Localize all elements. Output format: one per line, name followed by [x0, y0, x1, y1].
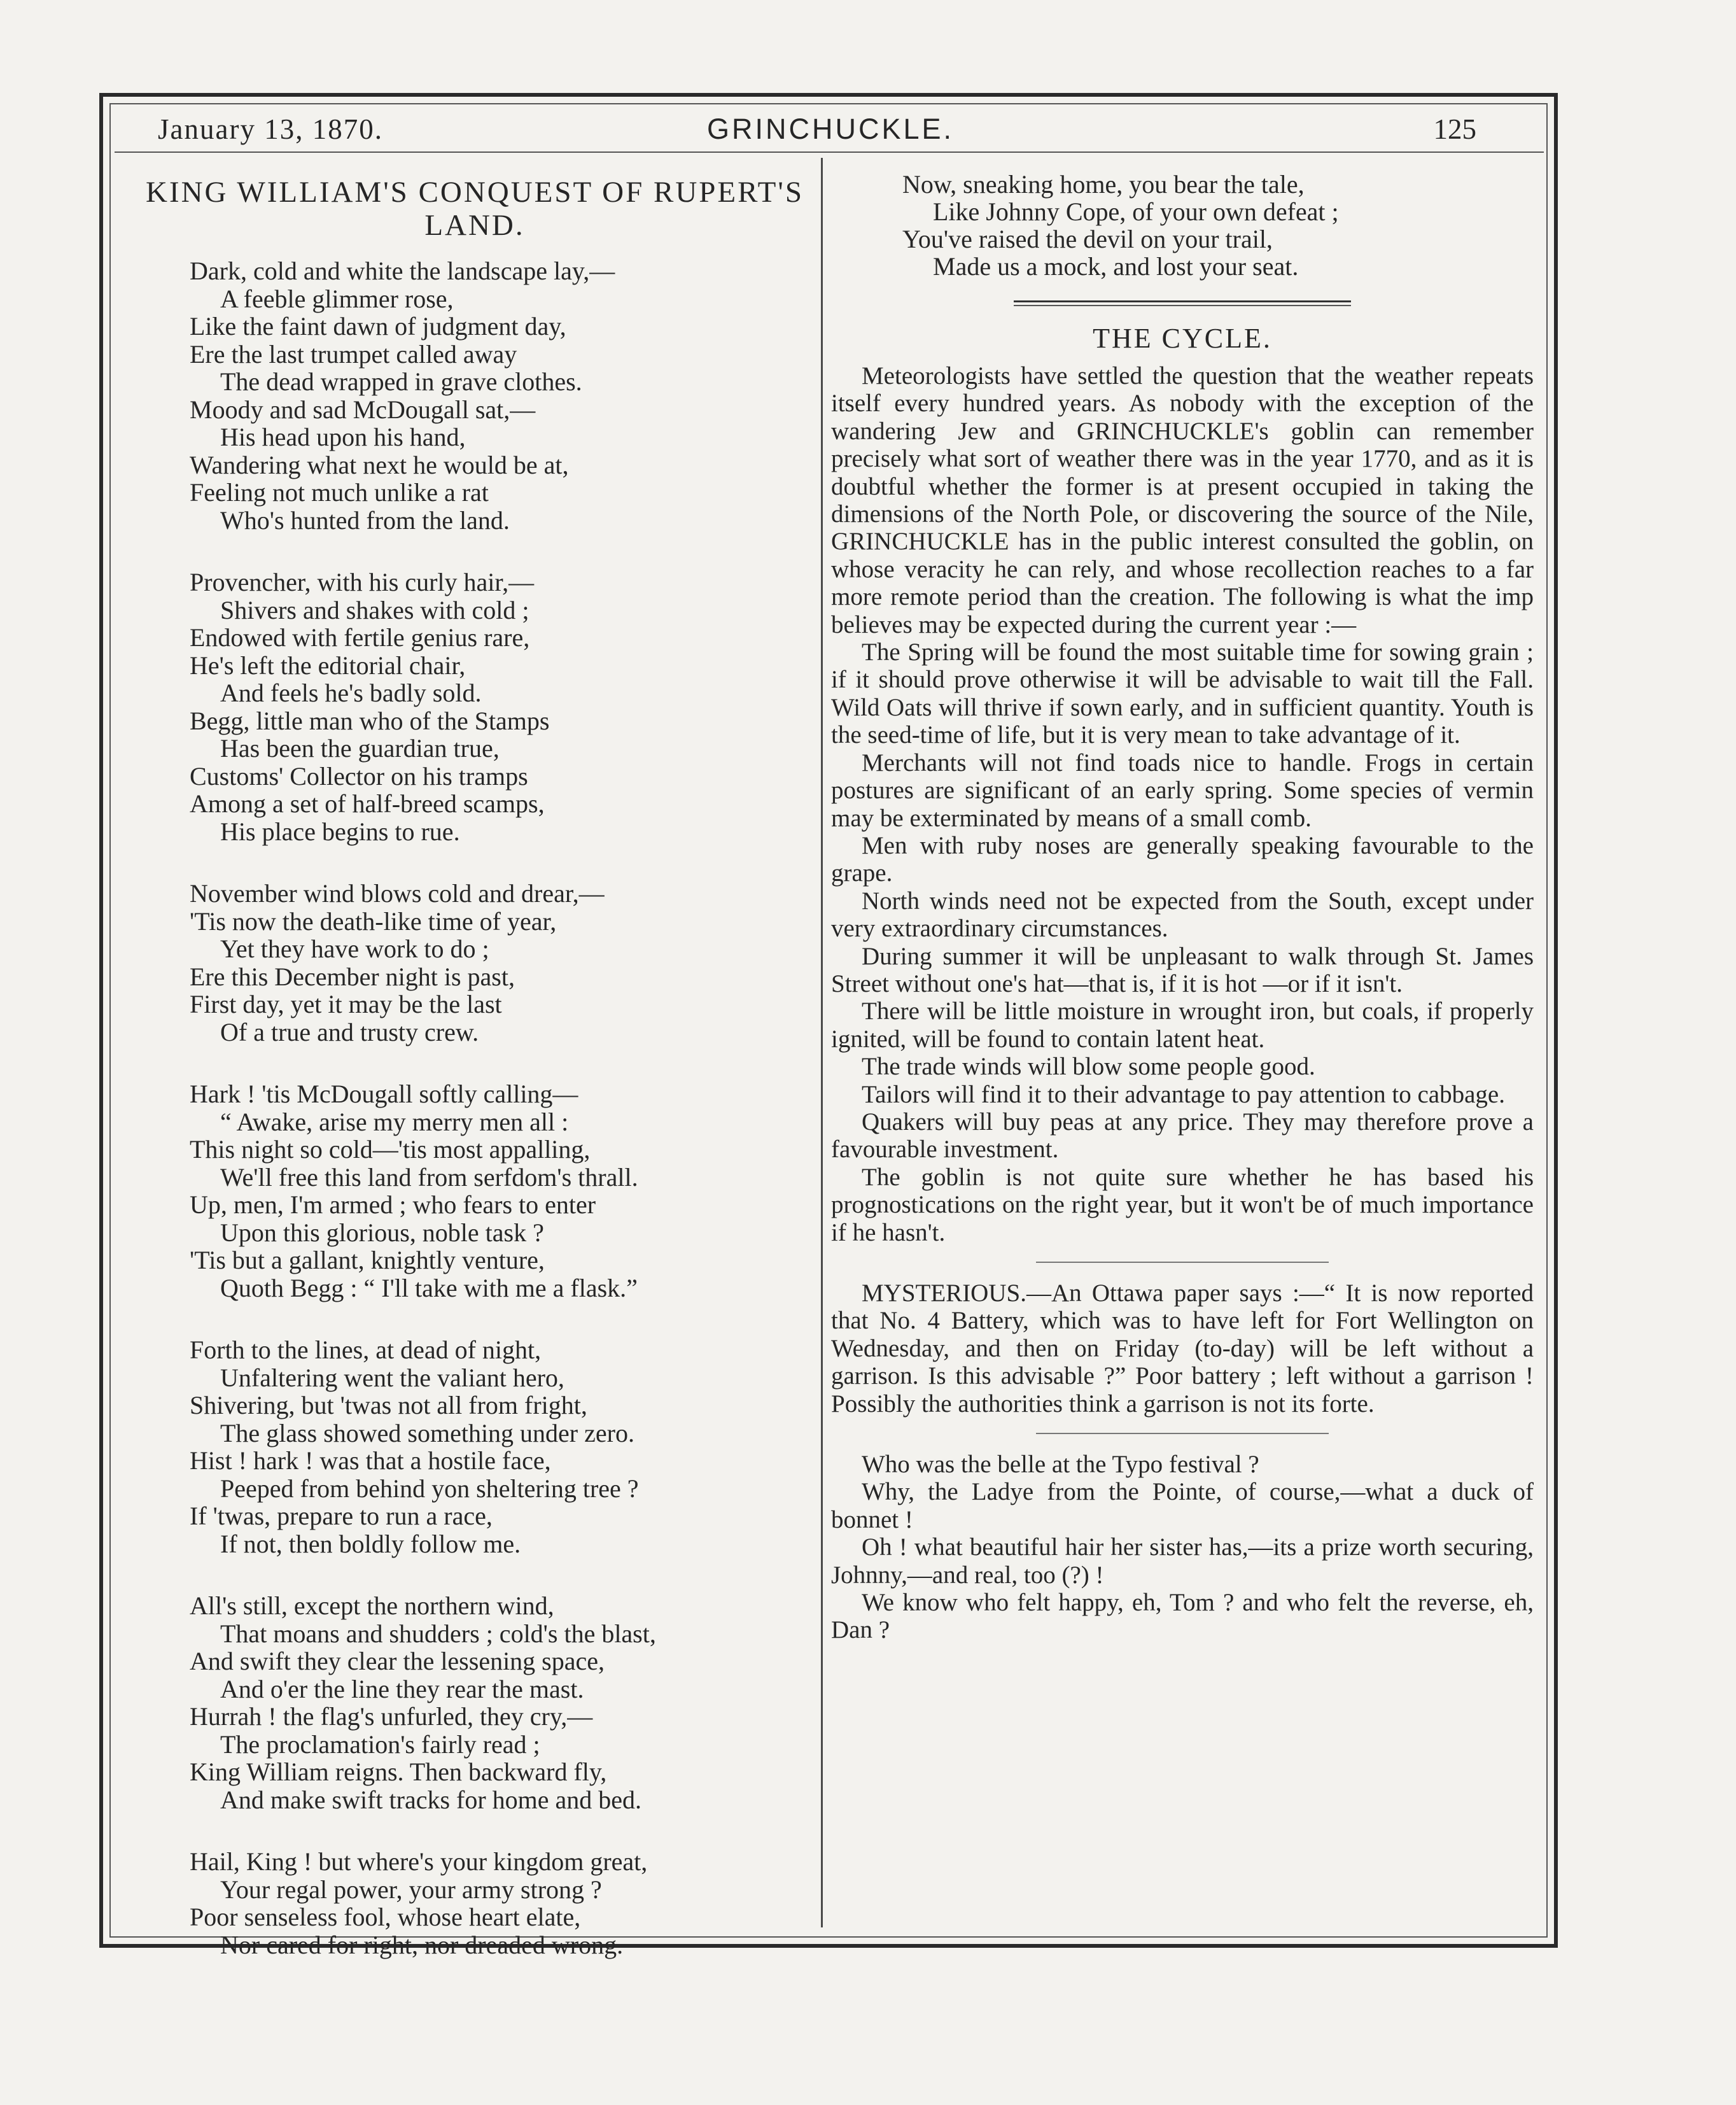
poem-line: Yet they have work to do ; — [220, 934, 489, 963]
poem-line: Hark ! 'tis McDougall softly calling— — [190, 1080, 578, 1108]
poem-line: That moans and shudders ; cold's the blast, — [220, 1619, 656, 1648]
poem-line: Among a set of half-breed scamps, — [190, 789, 545, 818]
poem-stanza — [190, 1336, 815, 1558]
poem-line: Hail, King ! but where's your kingdom great, — [190, 1847, 648, 1876]
poem-line: If 'twas, prepare to run a race, — [190, 1502, 493, 1530]
page-header — [121, 108, 1540, 150]
cycle-title: THE CYCLE. — [1093, 323, 1272, 354]
cycle-paragraph: Quakers will buy peas at any price. They may therefore prove a favourable investment. — [831, 1108, 1534, 1164]
cycle-paragraph: Meteorologists have settled the question that the weather repeats itself every hundred years. As nobody with the exception of the wandering Jew and GRINCHUCKLE's goblin can remember precisely what sort of weather there was in the year 1770, and as it is doubtful whether the former is at present occupied in taking the dimensions of the North Pole, or discovering the source of the Nile, GRINCHUCKLE has in the public interest consulted the goblin, on whose veracity he can rely, and whose recollection reaches to a far more remote period than the creation. The following is what the imp believes may be expected during the current year :— — [831, 362, 1534, 638]
poem-line: His head upon his hand, — [220, 423, 466, 451]
poem-stanzas — [135, 257, 815, 1959]
poem-line: Who's hunted from the land. — [220, 505, 510, 535]
poem-line: If not, then boldly follow me. — [220, 1529, 521, 1558]
cycle-paragraph: The trade winds will blow some people good. — [862, 1053, 1315, 1081]
poem-line: He's left the editorial chair, — [190, 651, 466, 680]
poem-closing-stanza — [902, 171, 1534, 280]
poem-line: Moody and sad McDougall sat,— — [190, 395, 536, 424]
poem-line: Nor cared for right, nor dreaded wrong. — [220, 1930, 624, 1959]
cycle-paragraph: The Spring will be found the most suitable time for sowing grain ; if it should prove otherwise it will be advisable to wait till the Fall. Wild Oats will thrive if sown early, and in sufficient quantity. Youth is the seed-time of life, but it is very mean to take advantage of it. — [831, 638, 1534, 749]
section-divider — [1036, 1262, 1329, 1263]
poem-line: Feeling not much unlike a rat — [190, 478, 489, 507]
poem-line: And make swift tracks for home and bed. — [220, 1785, 642, 1814]
poem-line: Poor senseless fool, whose heart elate, — [190, 1903, 581, 1931]
poem-line: Begg, little man who of the Stamps — [190, 706, 550, 735]
poem-title: KING WILLIAM'S CONQUEST OF RUPERT'S LAND. — [146, 176, 804, 242]
poem-line: Of a true and trusty crew. — [220, 1017, 479, 1046]
poem-line: Unfaltering went the valiant hero, — [220, 1363, 564, 1392]
cycle-paragraph: Tailors will find it to their advantage to pay attention to cabbage. — [862, 1080, 1505, 1108]
poem-line: The proclamation's fairly read ; — [220, 1729, 540, 1759]
section-divider — [1014, 300, 1351, 306]
poem-line: A feeble glimmer rose, — [220, 284, 454, 313]
cycle-paragraph: There will be little moisture in wrought iron, but coals, if properly ignited, will be found to contain latent heat. — [831, 997, 1534, 1053]
poem-line: First day, yet it may be the last — [190, 990, 502, 1018]
poem-line: Dark, cold and white the landscape lay,— — [190, 257, 615, 285]
section-divider — [1036, 1433, 1329, 1434]
poem-line: The dead wrapped in grave clothes. — [220, 367, 582, 396]
page-number: 125 — [1433, 113, 1476, 145]
poem-line: Up, men, I'm armed ; who fears to enter — [190, 1190, 596, 1219]
poem-line: Shivering, but 'twas not all from fright, — [190, 1391, 587, 1419]
poem-line: Like the faint dawn of judgment day, — [190, 312, 566, 341]
poem-line: Customs' Collector on his tramps — [190, 761, 528, 791]
poem-line: Forth to the lines, at dead of night, — [190, 1335, 542, 1364]
poem-line: Hist ! hark ! was that a hostile face, — [190, 1446, 551, 1475]
poem-line: Ere the last trumpet called away — [190, 339, 517, 369]
poem-stanza — [190, 1080, 815, 1302]
typo-paragraph: Who was the belle at the Typo festival ? — [862, 1451, 1259, 1479]
poem-line: And feels he's badly sold. — [220, 679, 482, 707]
cycle-article — [831, 362, 1534, 1246]
masthead: GRINCHUCKLE. — [706, 113, 955, 145]
poem-stanza — [190, 1592, 815, 1813]
poem-line: Wandering what next he would be at, — [190, 450, 569, 479]
typo-paragraph: Why, the Ladye from the Pointe, of course,—what a duck of bonnet ! — [831, 1478, 1534, 1533]
poem-line: Made us a mock, and lost your seat. — [933, 252, 1299, 281]
poem-line: You've raised the devil on your trail, — [902, 225, 1273, 253]
poem-line: Has been the guardian true, — [220, 734, 500, 763]
column-divider — [821, 158, 823, 1927]
poem-stanza — [190, 568, 815, 845]
poem-line: Quoth Begg : “ I'll take with me a flask.” — [220, 1273, 638, 1302]
poem-stanza — [190, 880, 815, 1046]
left-column — [135, 164, 815, 1993]
poem-stanza — [190, 1848, 815, 1959]
poem-line: Shivers and shakes with cold ; — [220, 595, 529, 624]
poem-line: November wind blows cold and drear,— — [190, 879, 605, 908]
cycle-paragraph: Merchants will not find toads nice to handle. Frogs in certain postures are significant of an early spring. Some species of vermin may be exterminated by means of a small comb. — [831, 749, 1534, 832]
poem-line: Ere this December night is past, — [190, 962, 515, 991]
poem-line: The glass showed something under zero. — [220, 1418, 634, 1447]
poem-line: Peeped from behind yon sheltering tree ? — [220, 1474, 639, 1503]
poem-line: We'll free this land from serfdom's thrall. — [220, 1162, 638, 1192]
typo-paragraph: We know who felt happy, eh, Tom ? and who felt the reverse, eh, Dan ? — [831, 1589, 1534, 1644]
poem-line: Like Johnny Cope, of your own defeat ; — [933, 197, 1339, 226]
poem-line: Hurrah ! the flag's unfurled, they cry,— — [190, 1702, 593, 1731]
typo-festival-notes — [831, 1451, 1534, 1644]
poem-line: “ Awake, arise my merry men all : — [220, 1107, 569, 1136]
poem-line: And o'er the line they rear the mast. — [220, 1674, 584, 1703]
poem-line: This night so cold—'tis most appalling, — [190, 1135, 591, 1164]
poem-line: And swift they clear the lessening space, — [190, 1647, 605, 1675]
cycle-paragraph: The goblin is not quite sure whether he has based his prognostications on the right year, but it won't be of much importance if he hasn't. — [831, 1163, 1534, 1246]
poem-stanza — [190, 257, 815, 534]
poem-line: King William reigns. Then backward fly, — [190, 1757, 607, 1786]
poem-line: His place begins to rue. — [220, 817, 460, 846]
poem-line: 'Tis but a gallant, knightly venture, — [190, 1246, 545, 1274]
poem-line: Provencher, with his curly hair,— — [190, 568, 535, 596]
cycle-paragraph: North winds need not be expected from the South, except under very extraordinary circumstances. — [831, 887, 1534, 943]
right-column — [831, 164, 1534, 1644]
mysterious-paragraph: MYSTERIOUS.—An Ottawa paper says :—“ It is now reported that No. 4 Battery, which was to have left for Fort Wellington on Wednesday, and then on Friday (to-day) will be left without a garrison. Is this advisable ?” Poor battery ; left without a garrison ! Possibly the authorities think a garrison is not its forte. — [831, 1279, 1534, 1418]
poem-line: All's still, except the northern wind, — [190, 1591, 554, 1620]
poem-line: 'Tis now the death-like time of year, — [190, 906, 557, 936]
cycle-paragraph: During summer it will be unpleasant to walk through St. James Street without one's hat—that is, if it is hot —or if it isn't. — [831, 942, 1534, 997]
issue-date: January 13, 1870. — [158, 113, 383, 145]
typo-paragraph: Oh ! what beautiful hair her sister has,—its a prize worth securing, Johnny,—and real, too (?) ! — [831, 1533, 1534, 1589]
poem-line: Your regal power, your army strong ? — [220, 1875, 602, 1904]
header-rule — [115, 151, 1544, 153]
poem-line: Endowed with fertile genius rare, — [190, 623, 530, 652]
poem-line: Now, sneaking home, you bear the tale, — [902, 170, 1305, 199]
cycle-paragraph: Men with ruby noses are generally speaking favourable to the grape. — [831, 831, 1534, 887]
poem-line: Upon this glorious, noble task ? — [220, 1218, 544, 1247]
